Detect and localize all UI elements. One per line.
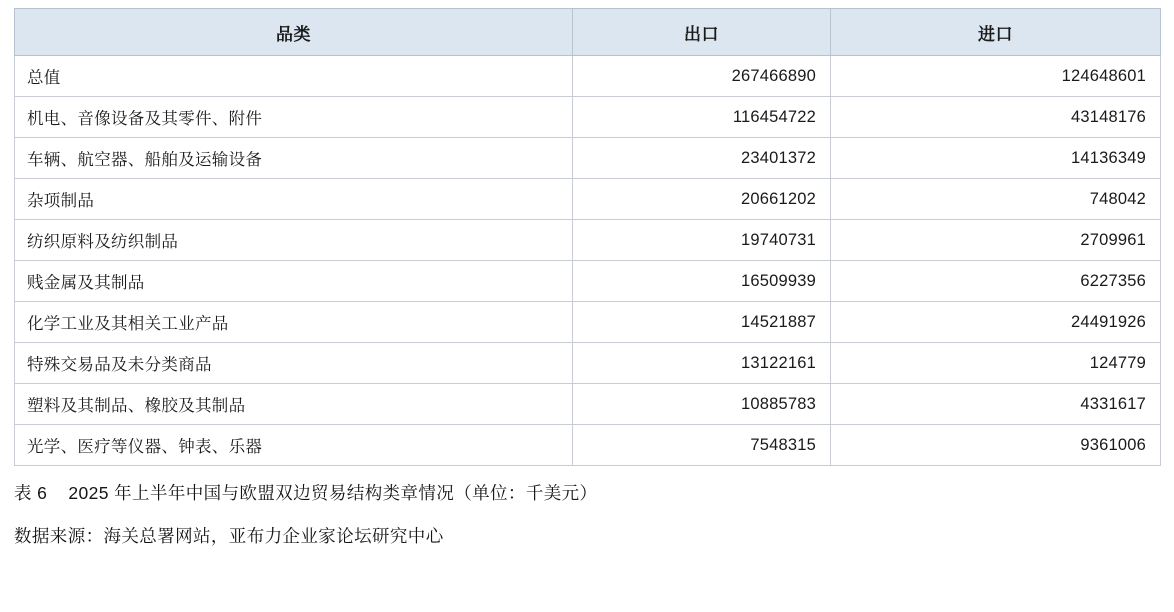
table-header <box>15 9 1161 56</box>
cell-category: 光学、医疗等仪器、钟表、乐器 <box>15 425 573 466</box>
cell-export: 16509939 <box>573 261 831 302</box>
column-header-export: 出口 <box>573 9 831 56</box>
cell-category: 机电、音像设备及其零件、附件 <box>15 97 573 138</box>
cell-export: 10885783 <box>573 384 831 425</box>
table-row <box>15 425 1161 466</box>
cell-import: 43148176 <box>831 97 1161 138</box>
table-row <box>15 220 1161 261</box>
table-row <box>15 97 1161 138</box>
table-row <box>15 261 1161 302</box>
trade-structure-table <box>14 8 1161 466</box>
cell-export: 20661202 <box>573 179 831 220</box>
cell-export: 19740731 <box>573 220 831 261</box>
table-body <box>15 56 1161 466</box>
cell-import: 24491926 <box>831 302 1161 343</box>
cell-import: 14136349 <box>831 138 1161 179</box>
cell-category: 杂项制品 <box>15 179 573 220</box>
cell-export: 23401372 <box>573 138 831 179</box>
cell-import: 748042 <box>831 179 1161 220</box>
cell-category: 化学工业及其相关工业产品 <box>15 302 573 343</box>
cell-category: 贱金属及其制品 <box>15 261 573 302</box>
column-header-category: 品类 <box>15 9 573 56</box>
cell-export: 7548315 <box>573 425 831 466</box>
cell-export: 116454722 <box>573 97 831 138</box>
cell-category: 车辆、航空器、船舶及运输设备 <box>15 138 573 179</box>
cell-import: 4331617 <box>831 384 1161 425</box>
cell-import: 2709961 <box>831 220 1161 261</box>
cell-export: 13122161 <box>573 343 831 384</box>
table-row <box>15 138 1161 179</box>
cell-category: 特殊交易品及未分类商品 <box>15 343 573 384</box>
cell-import: 6227356 <box>831 261 1161 302</box>
table-caption: 表 6 2025 年上半年中国与欧盟双边贸易结构类章情况（单位：千美元） <box>14 483 598 503</box>
cell-export: 14521887 <box>573 302 831 343</box>
table-row <box>15 56 1161 97</box>
table-row <box>15 302 1161 343</box>
cell-import: 124648601 <box>831 56 1161 97</box>
cell-category: 纺织原料及纺织制品 <box>15 220 573 261</box>
table-row <box>15 343 1161 384</box>
cell-import: 9361006 <box>831 425 1161 466</box>
cell-export: 267466890 <box>573 56 831 97</box>
column-header-import: 进口 <box>831 9 1161 56</box>
table-row <box>15 384 1161 425</box>
table-header-row <box>15 9 1161 56</box>
cell-category: 总值 <box>15 56 573 97</box>
cell-import: 124779 <box>831 343 1161 384</box>
table-row <box>15 179 1161 220</box>
cell-category: 塑料及其制品、橡胶及其制品 <box>15 384 573 425</box>
data-source-note: 数据来源：海关总署网站，亚布力企业家论坛研究中心 <box>14 526 444 546</box>
